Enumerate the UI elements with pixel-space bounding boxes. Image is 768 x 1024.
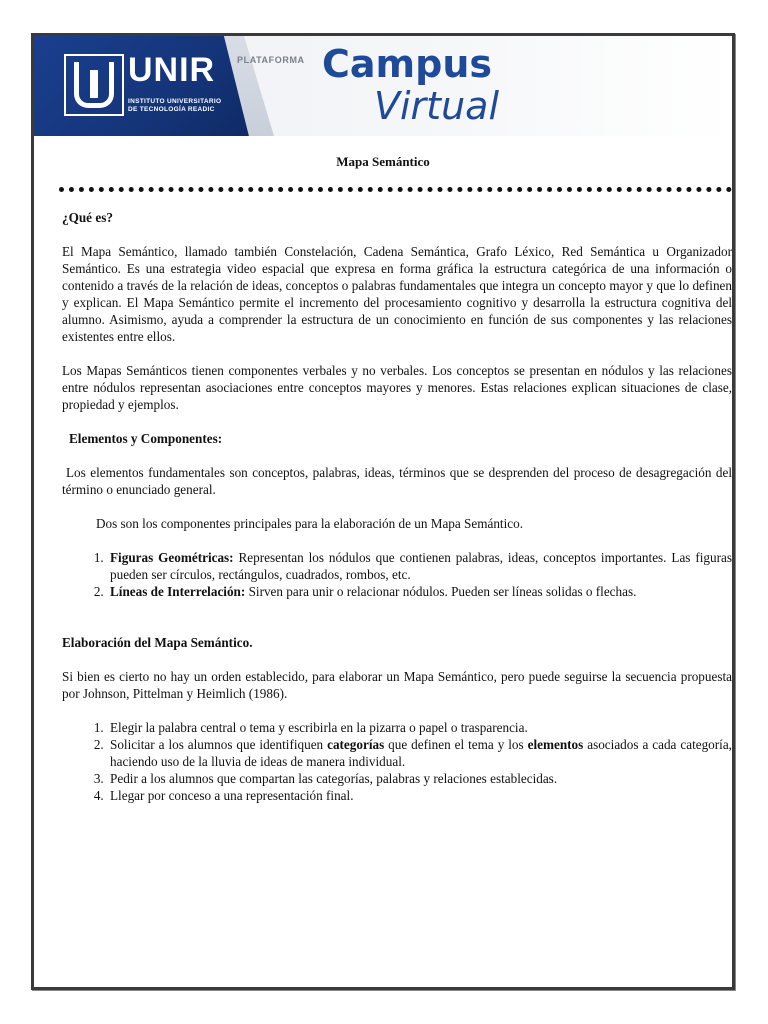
list-item-term: Figuras Geométricas:	[110, 550, 234, 565]
paragraph-sequence: Si bien es cierto no hay un orden establecido, para elaborar un Mapa Semántico, pero puede seguirse la secuencia propuesta por Johnson, Pittelman y Heimlich (1986).	[62, 669, 732, 701]
logo-subtitle-line2: DE TECNOLOGÍA READIC	[128, 106, 215, 113]
list-item: 3. Pedir a los alumnos que compartan las categorías, palabras y relaciones establecidas.	[107, 770, 732, 787]
logo-name: UNIR	[128, 51, 216, 89]
list-item	[107, 549, 732, 583]
dotted-divider	[59, 187, 732, 192]
list-item-term: Líneas de Interrelación:	[110, 584, 246, 599]
paragraph-definition: El Mapa Semántico, llamado también Constelación, Cadena Semántica, Grafo Léxico, Red Semántica u Organizador Semántico. Es una estrategia video espacial que expresa en forma gráfica la estructura categórica de una información o contenido a través de la relación de ideas, conceptos o palabras fundamentales que integra un concepto mayor y que lo definen y explican. El Mapa Semántico permite el incremento del procesamiento cognitivo y desarrolla la estructura cognitiva del alumno. Asimismo, ayuda a comprender la estructura de un conocimiento en función de sus componentes y las relaciones existentes entre ellos.	[62, 244, 732, 344]
list-item: 2. Solicitar a los alumnos que identifiquen categorías que definen el tema y los elementos asociados a cada categoría, haciendo uso de la lluvia de ideas de manera individual.	[107, 736, 732, 770]
brand-campus: Campus	[322, 42, 492, 86]
steps-list	[62, 719, 732, 804]
list-item: 1. Elegir la palabra central o tema y escribirla en la pizarra o papel o trasparencia.	[107, 719, 732, 736]
logo-subtitle-line1: INSTITUTO UNIVERSITARIO	[128, 98, 222, 105]
page-title: Mapa Semántico	[336, 154, 430, 169]
platform-label: PLATAFORMA	[237, 55, 305, 65]
paragraph-elements: Los elementos fundamentales son conceptos, palabras, ideas, términos que se desprenden del proceso de desagregación del término o enunciado general.	[62, 465, 732, 497]
document-page	[31, 33, 735, 990]
section-heading-que-es: ¿Qué es?	[62, 210, 113, 225]
brand-virtual: Virtual	[374, 84, 500, 128]
list-item-text: Sirven para unir o relacionar nódulos. Pueden ser líneas solidas o flechas.	[245, 584, 637, 599]
section-heading-elementos: Elementos y Componentes:	[69, 431, 223, 446]
list-item: 4. Llegar por conceso a una representación final.	[107, 787, 732, 804]
unir-emblem-icon	[64, 54, 124, 116]
header-banner	[34, 36, 732, 136]
list-item-text: Representan los nódulos que contienen palabras, ideas, conceptos importantes. Las figuras pueden ser círculos, rectángulos, cuadrados, rombos, etc.	[110, 550, 732, 582]
components-list	[62, 549, 732, 600]
paragraph-components: Los Mapas Semánticos tienen componentes verbales y no verbales. Los conceptos se presentan en nódulos y las relaciones entre nódulos representan asociaciones entre conceptos mayores y menores. Estas relaciones explican situaciones de clase, propiedad y ejemplos.	[62, 363, 732, 412]
list-item	[107, 583, 732, 600]
document-content	[62, 209, 732, 821]
paragraph-main-components: Dos son los componentes principales para la elaboración de un Mapa Semántico.	[96, 516, 524, 531]
section-heading-elaboracion: Elaboración del Mapa Semántico.	[62, 635, 253, 650]
